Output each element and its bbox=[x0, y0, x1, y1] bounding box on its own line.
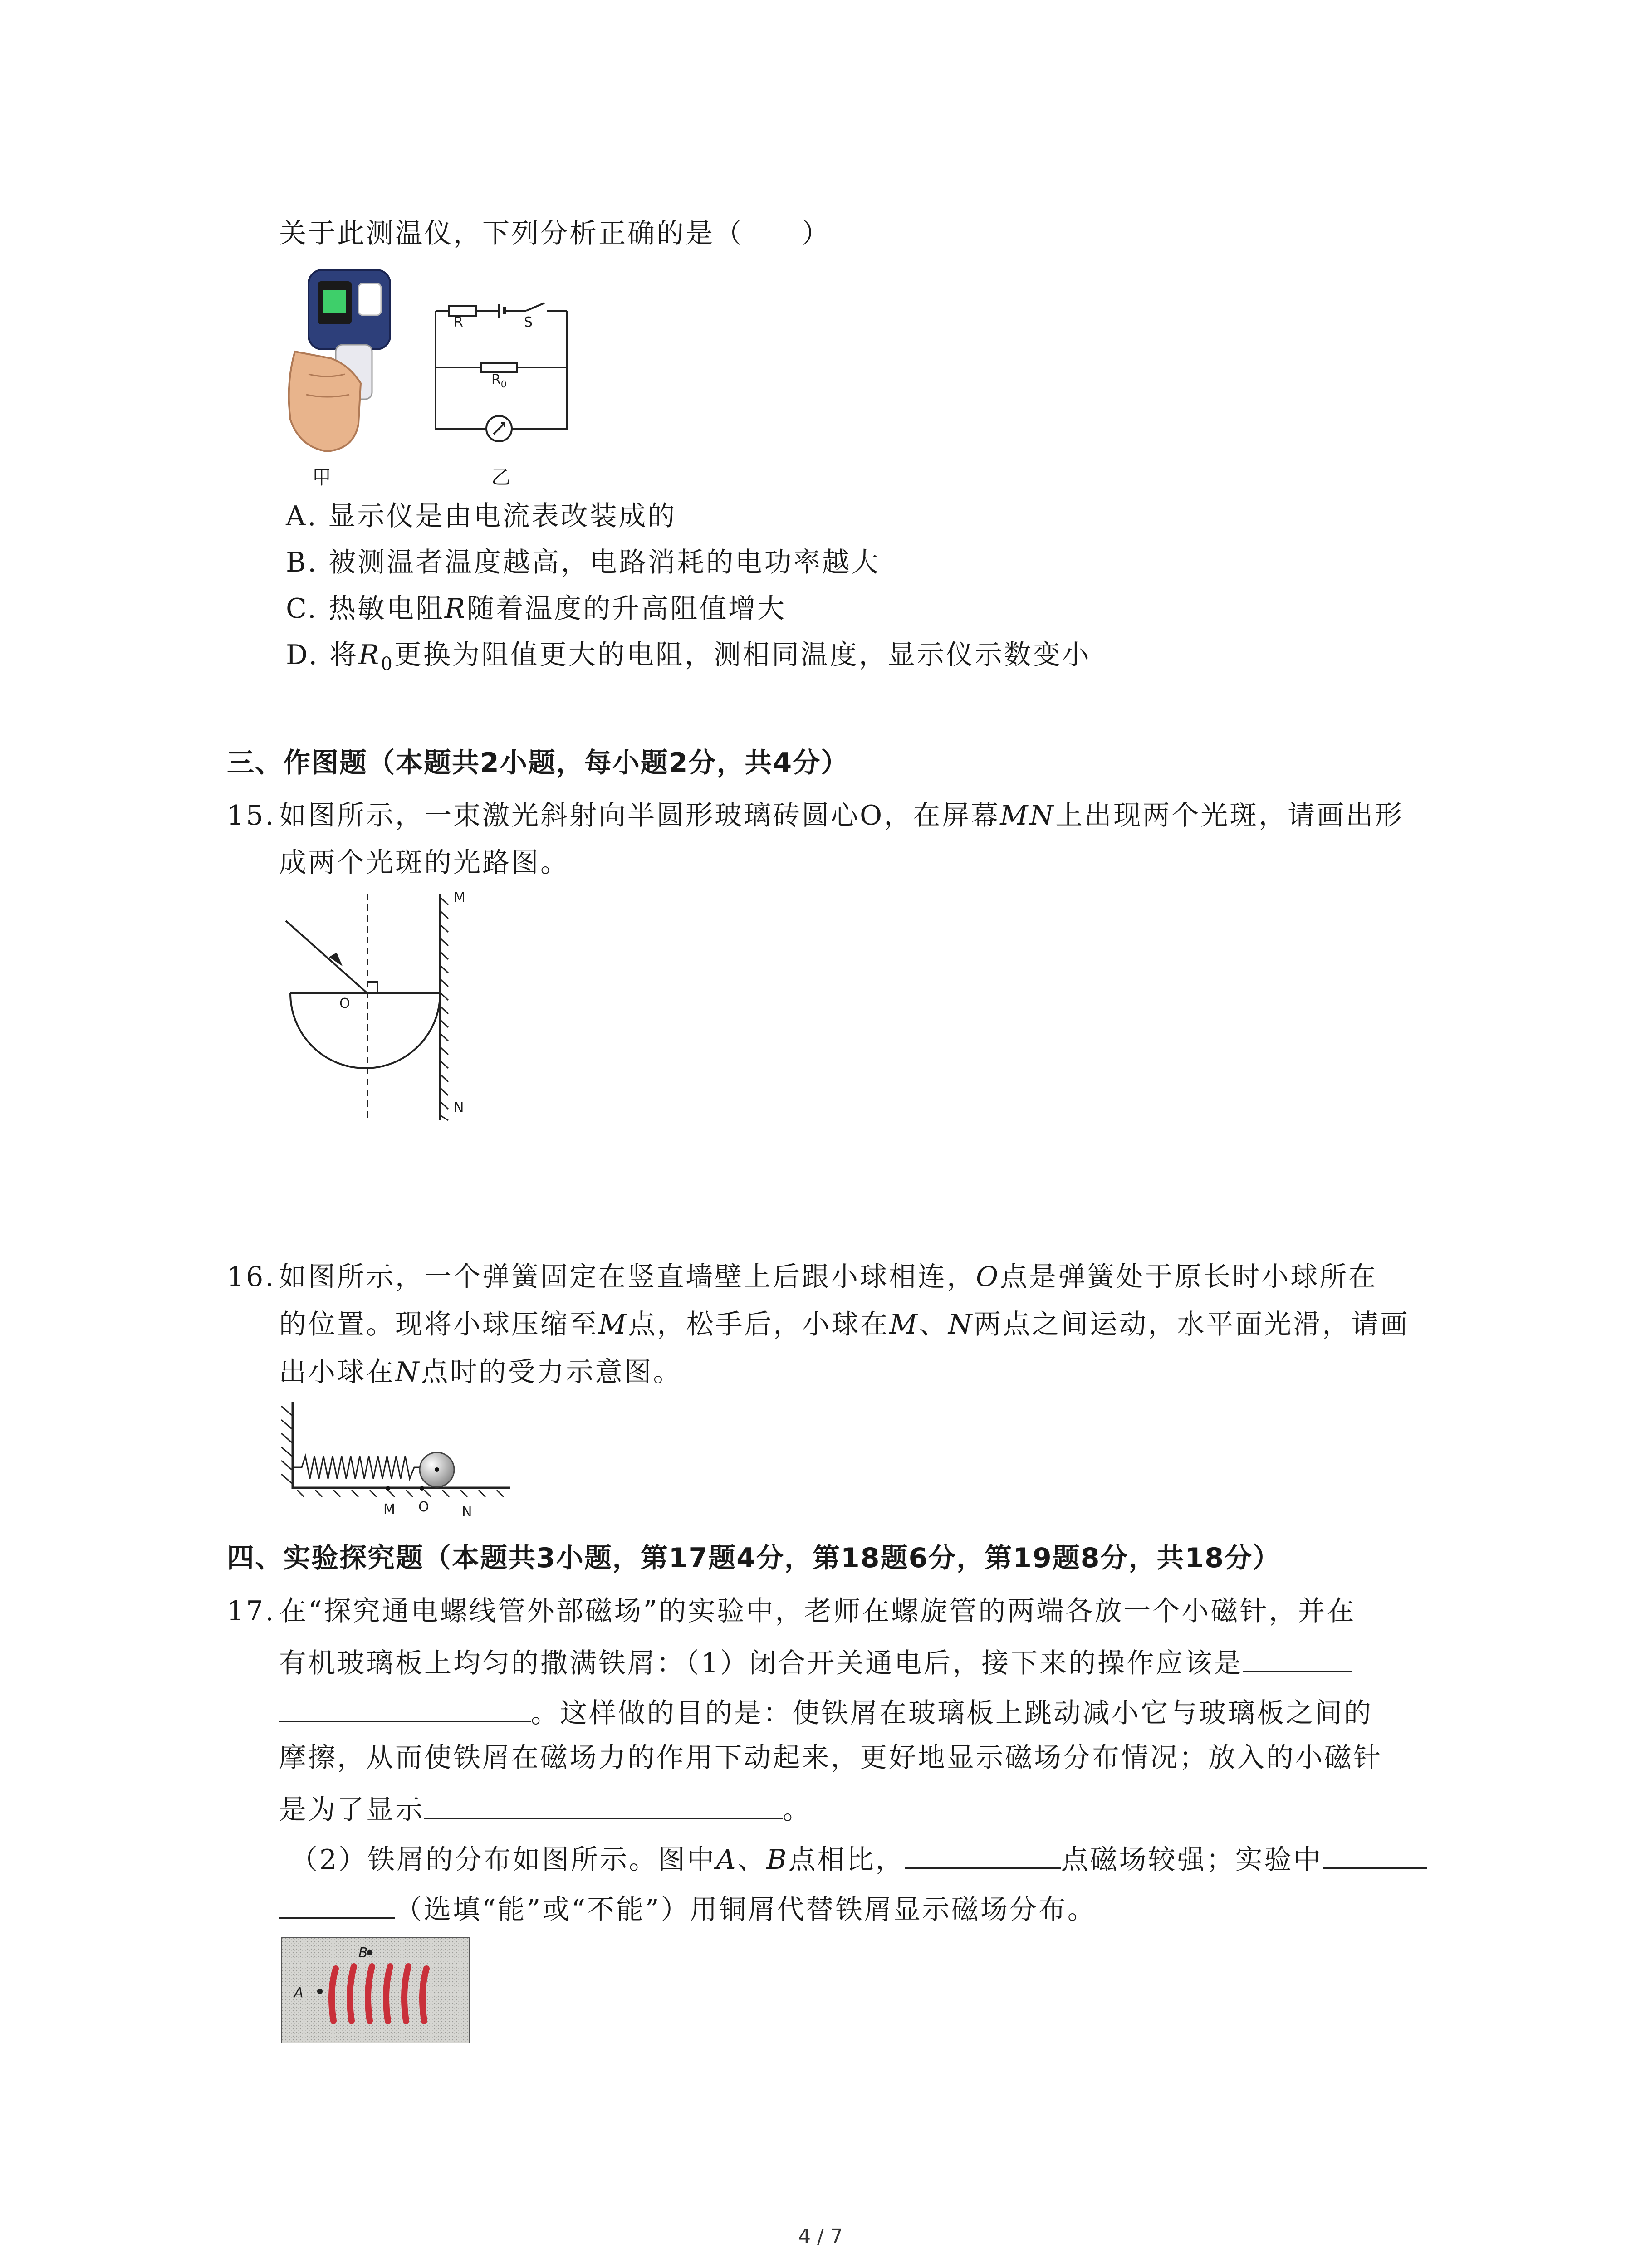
semicircle-glass-figure bbox=[281, 889, 485, 1125]
figure-label-yi: 乙 bbox=[491, 466, 511, 489]
answer-blank-2[interactable] bbox=[424, 1789, 783, 1819]
q16-line-3: 出小球在N点时的受力示意图。 bbox=[279, 1356, 682, 1388]
label-B-photo: B bbox=[358, 1945, 368, 1961]
label-R: R bbox=[454, 314, 463, 330]
label-N-spring: N bbox=[462, 1504, 472, 1520]
q17-line-6: （2）铁屑的分布如图所示。图中A、B点相比， 点磁场较强；实验中 bbox=[290, 1839, 1427, 1878]
q17-line-5: 是为了显示 。 bbox=[279, 1789, 812, 1828]
label-O-spring: O bbox=[418, 1499, 429, 1515]
page-number: 4 / 7 bbox=[798, 2225, 843, 2248]
q16-line-2: 的位置。现将小球压缩至M点，松手后，小球在M、N两点之间运动，水平面光滑，请画 bbox=[279, 1309, 1410, 1340]
answer-blank-1a[interactable] bbox=[1243, 1643, 1352, 1672]
thermometer-gun-figure bbox=[281, 265, 408, 465]
spring-ball-figure bbox=[279, 1399, 515, 1504]
q14-option-c: C. 热敏电阻R随着温度的升高阻值增大 bbox=[286, 593, 787, 625]
answer-blank-3[interactable] bbox=[905, 1839, 1061, 1869]
q17-line-1: 17. 在“探究通电螺线管外部磁场”的实验中，老师在螺旋管的两端各放一个小磁针，并在 bbox=[227, 1595, 1356, 1627]
q17-line-4: 摩擦，从而使铁屑在磁场力的作用下动起来，更好地显示磁场分布情况；放入的小磁针 bbox=[279, 1742, 1382, 1774]
q14-stem: 关于此测温仪，下列分析正确的是（ ） bbox=[279, 218, 831, 249]
solenoid-iron-filings-photo bbox=[281, 1937, 470, 2043]
q14-option-d: D. 将$R_0$更换为阻值更大的电阻，测相同温度，显示仪示数变小 bbox=[286, 639, 1091, 675]
label-O-center: O bbox=[339, 996, 350, 1012]
label-M-spring: M bbox=[383, 1501, 395, 1517]
label-S: S bbox=[524, 314, 533, 330]
section-4-title: 四、实验探究题（本题共3小题，第17题4分，第18题6分，第19题8分，共18分） bbox=[227, 1542, 1281, 1574]
label-A-photo: A bbox=[294, 1985, 304, 2001]
q14-option-b: B. 被测温者温度越高，电路消耗的电功率越大 bbox=[286, 547, 881, 578]
q17-line-3: 。这样做的目的是：使铁屑在玻璃板上跳动减小它与玻璃板之间的 bbox=[279, 1693, 1373, 1731]
answer-blank-1b[interactable] bbox=[279, 1693, 531, 1722]
q16-line-1: 16. 如图所示，一个弹簧固定在竖直墙壁上后跟小球相连，O点是弹簧处于原长时小球所在 bbox=[227, 1261, 1378, 1293]
section-3-title: 三、作图题（本题共2小题，每小题2分，共4分） bbox=[227, 747, 849, 779]
label-M-screen: M bbox=[454, 890, 465, 906]
q15-line-2: 成两个光斑的光路图。 bbox=[279, 847, 569, 879]
answer-blank-4b[interactable] bbox=[279, 1889, 395, 1919]
q14-option-a: A. 显示仪是由电流表改装成的 bbox=[286, 500, 677, 532]
figure-label-jia: 甲 bbox=[312, 466, 332, 489]
q15-line-1: 15. 如图所示，一束激光斜射向半圆形玻璃砖圆心O，在屏幕MN上出现两个光斑，请画出形 bbox=[227, 800, 1404, 831]
q17-line-7: （选填“能”或“不能”）用铜屑代替铁屑显示磁场分布。 bbox=[279, 1889, 1097, 1928]
label-R0: $R_0$ bbox=[491, 372, 507, 390]
label-N-screen: N bbox=[454, 1100, 464, 1116]
q17-line-2: 有机玻璃板上均匀的撒满铁屑：（1）闭合开关通电后，接下来的操作应该是 bbox=[279, 1643, 1352, 1681]
answer-blank-4a[interactable] bbox=[1323, 1839, 1427, 1869]
